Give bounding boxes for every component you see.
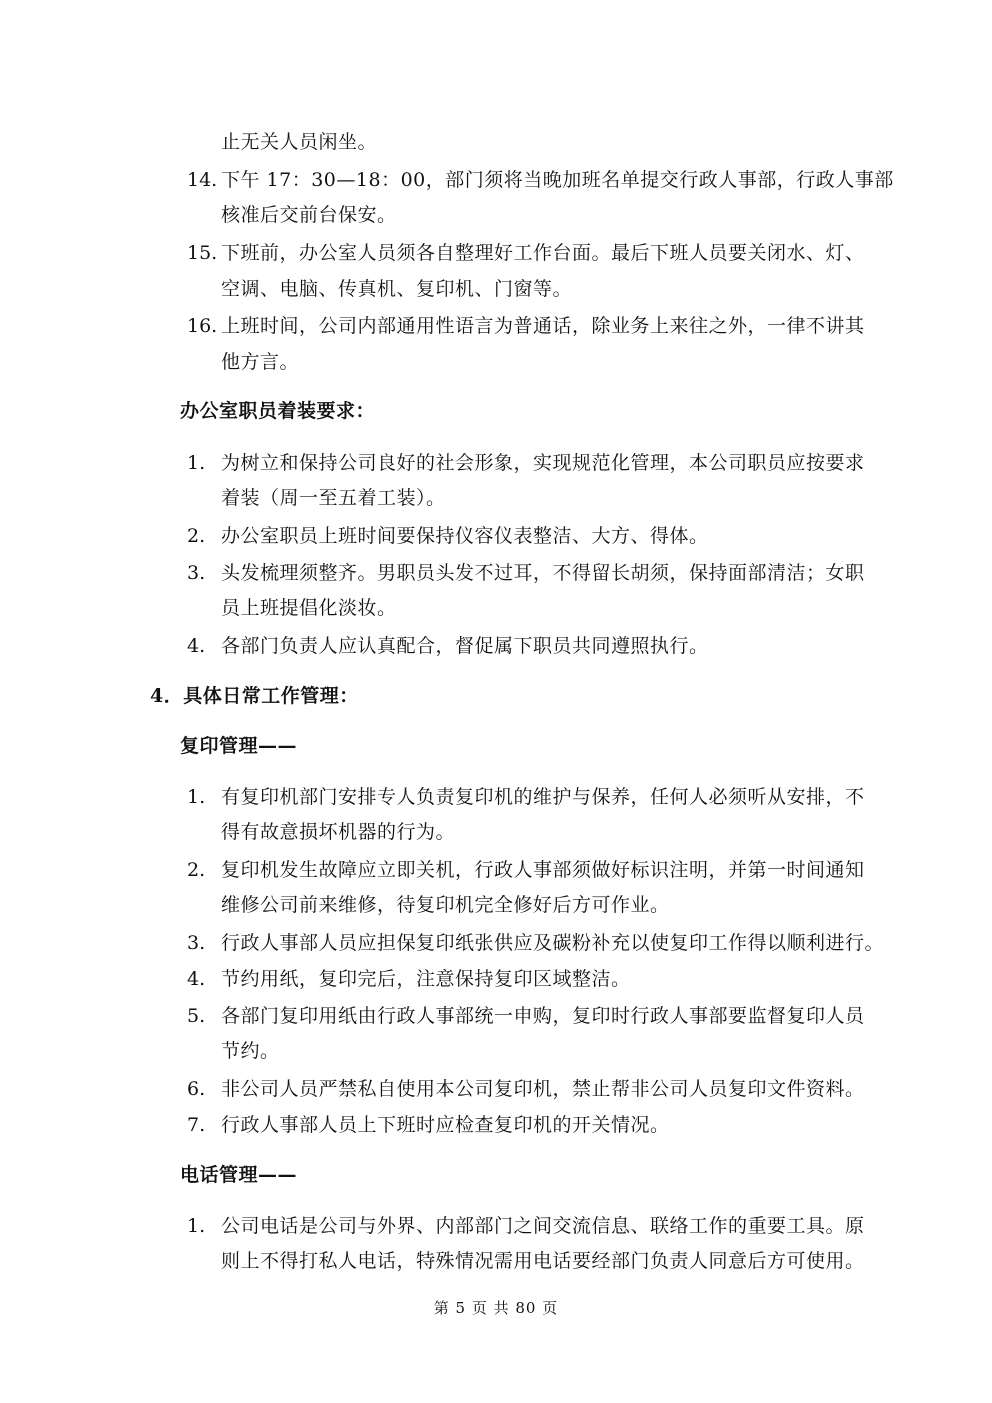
list-item-number: 1. <box>187 1215 206 1237</box>
list-item-text: 有复印机部门安排专人负责复印机的维护与保养，任何人必须听从安排，不 <box>221 786 865 808</box>
list-item-text: 各部门复印用纸由行政人事部统一申购，复印时行政人事部要监督复印人员 <box>221 1005 865 1027</box>
list-item-text: 行政人事部人员应担保复印纸张供应及碳粉补充以使复印工作得以顺利进行。 <box>221 932 885 954</box>
list-item-number: 14. <box>187 169 218 191</box>
list-item-text: 员上班提倡化淡妆。 <box>221 597 397 619</box>
list-item-text: 复印机发生故障应立即关机，行政人事部须做好标识注明，并第一时间通知 <box>221 859 865 881</box>
list-item-text: 维修公司前来维修，待复印机完全修好后方可作业。 <box>221 894 670 916</box>
continuation-text: 止无关人员闲坐。 <box>221 131 378 153</box>
copy-management-heading: 复印管理—— <box>180 735 298 757</box>
list-item-text: 下午 17：30—18：00，部门须将当晚加班名单提交行政人事部，行政人事部 <box>221 169 894 191</box>
section-heading: 4．具体日常工作管理： <box>150 685 359 707</box>
list-item-text: 空调、电脑、传真机、复印机、门窗等。 <box>221 278 573 300</box>
dress-code-heading: 办公室职员着装要求： <box>180 400 376 422</box>
list-item-number: 7. <box>187 1114 206 1136</box>
list-item-number: 2. <box>187 525 206 547</box>
list-item-number: 1. <box>187 452 206 474</box>
list-item-number: 6. <box>187 1078 206 1100</box>
list-item-number: 15. <box>187 242 218 264</box>
list-item-text: 下班前，办公室人员须各自整理好工作台面。最后下班人员要关闭水、灯、 <box>221 242 865 264</box>
list-item-text: 节约。 <box>221 1040 280 1062</box>
list-item-number: 16. <box>187 315 218 337</box>
list-item-number: 2. <box>187 859 206 881</box>
list-item-text: 行政人事部人员上下班时应检查复印机的开关情况。 <box>221 1114 670 1136</box>
list-item-number: 5. <box>187 1005 206 1027</box>
page-number-footer: 第 5 页 共 80 页 <box>433 1299 559 1317</box>
list-item-text: 非公司人员严禁私自使用本公司复印机，禁止帮非公司人员复印文件资料。 <box>221 1078 865 1100</box>
list-item-text: 头发梳理须整齐。男职员头发不过耳，不得留长胡须，保持面部清洁；女职 <box>221 562 865 584</box>
list-item-text: 各部门负责人应认真配合，督促属下职员共同遵照执行。 <box>221 635 709 657</box>
phone-management-heading: 电话管理—— <box>180 1164 298 1186</box>
list-item-text: 着装（周一至五着工装）。 <box>221 487 446 509</box>
list-item-number: 1. <box>187 786 206 808</box>
list-item-text: 他方言。 <box>221 351 300 373</box>
list-item-number: 3. <box>187 562 206 584</box>
list-item-text: 节约用纸，复印完后，注意保持复印区域整洁。 <box>221 968 631 990</box>
list-item-text: 办公室职员上班时间要保持仪容仪表整洁、大方、得体。 <box>221 525 709 547</box>
list-item-number: 4. <box>187 635 206 657</box>
list-item-number: 3. <box>187 932 206 954</box>
list-item-number: 4. <box>187 968 206 990</box>
list-item-text: 公司电话是公司与外界、内部部门之间交流信息、联络工作的重要工具。原 <box>221 1215 865 1237</box>
list-item-text: 核准后交前台保安。 <box>221 204 397 226</box>
list-item-text: 则上不得打私人电话，特殊情况需用电话要经部门负责人同意后方可使用。 <box>221 1250 865 1272</box>
list-item-text: 上班时间，公司内部通用性语言为普通话，除业务上来往之外，一律不讲其 <box>221 315 865 337</box>
list-item-text: 为树立和保持公司良好的社会形象，实现规范化管理，本公司职员应按要求 <box>221 452 865 474</box>
list-item-text: 得有故意损坏机器的行为。 <box>221 821 456 843</box>
